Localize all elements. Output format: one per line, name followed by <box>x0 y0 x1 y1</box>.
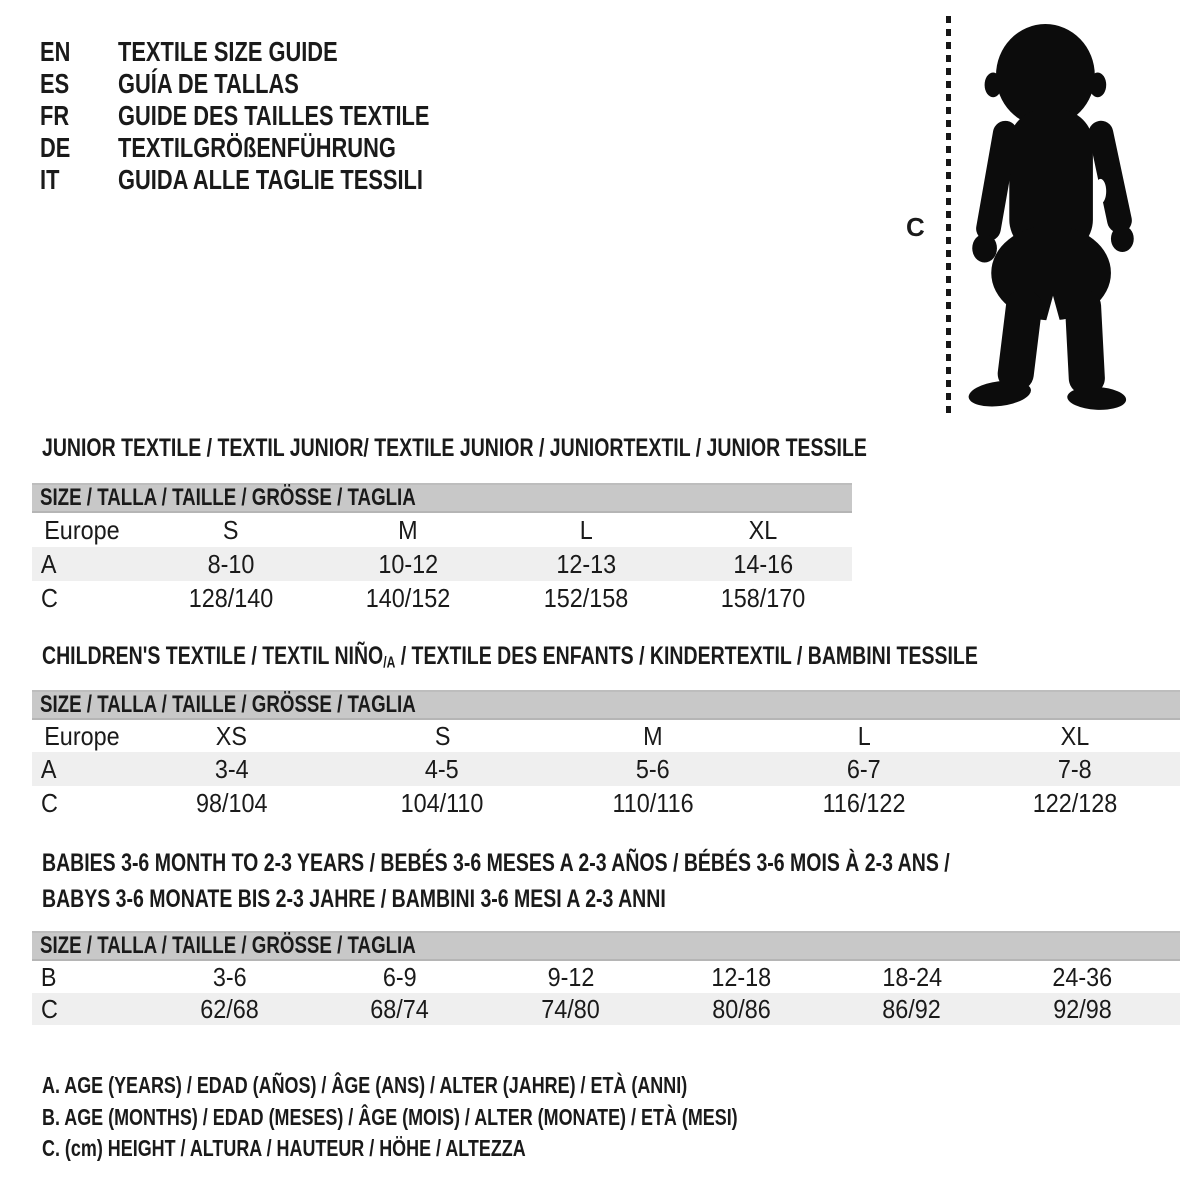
size-cell <box>758 720 969 752</box>
value-cell-text: 98/104 <box>195 787 268 818</box>
row-label <box>32 513 142 547</box>
size-cell <box>969 720 1180 752</box>
legend-line-a <box>42 1074 869 1097</box>
language-code <box>40 164 118 196</box>
language-name-text: TEXTILE SIZE GUIDE <box>118 36 338 67</box>
size-header-band <box>32 483 852 513</box>
value-cell <box>320 547 498 581</box>
value-cell-text: 74/80 <box>541 993 600 1024</box>
size-cell <box>337 720 548 752</box>
value-cell-text: 4-5 <box>425 753 460 784</box>
table-row-europe <box>32 513 852 547</box>
junior-section-title-text: JUNIOR TEXTILE / TEXTIL JUNIOR/ TEXTILE JUNIOR / JUNIORTEXTIL / JUNIOR TESSILE <box>42 434 867 462</box>
value-cell-text: 12-18 <box>711 961 772 992</box>
size-cell-text: M <box>398 514 418 545</box>
language-name-text: TEXTILGRÖßENFÜHRUNG <box>118 132 396 163</box>
size-cell-text: XS <box>215 720 247 751</box>
value-cell <box>315 993 486 1025</box>
value-cell-text: 6-7 <box>846 753 881 784</box>
value-cell <box>548 752 759 786</box>
junior-section-title <box>42 436 1100 461</box>
language-row <box>40 132 517 164</box>
value-cell <box>337 786 548 820</box>
language-code-text: IT <box>40 164 60 195</box>
row-label-text: C <box>40 582 58 613</box>
language-list <box>40 36 517 196</box>
value-cell-text: 5-6 <box>636 753 670 784</box>
value-cell-text: 14-16 <box>733 548 794 579</box>
language-name-text: GUÍA DE TALLAS <box>118 68 299 99</box>
size-cell <box>497 513 675 547</box>
value-cell <box>126 752 337 786</box>
babies-section-title-line2-text: BABYS 3-6 MONATE BIS 2-3 JAHRE / BAMBINI 3-6 MESI A 2-3 ANNI <box>42 885 666 913</box>
value-cell <box>827 961 998 993</box>
value-cell <box>656 961 827 993</box>
value-cell <box>997 961 1168 993</box>
size-cell-text: S <box>434 720 450 751</box>
size-header-label: SIZE / TALLA / TAILLE / GRÖSSE / TAGLIA <box>40 932 416 959</box>
value-cell-text: 128/140 <box>188 582 274 613</box>
language-code-text: DE <box>40 132 71 163</box>
value-cell <box>827 993 998 1025</box>
size-cell <box>320 513 498 547</box>
legend-line-a-text: A. AGE (YEARS) / EDAD (AÑOS) / ÂGE (ANS) / ALTER (JAHRE) / ETÀ (ANNI) <box>42 1072 688 1098</box>
value-cell-text: 9-12 <box>547 961 595 992</box>
size-cell <box>126 720 337 752</box>
size-table-junior <box>32 483 852 615</box>
row-label <box>32 547 142 581</box>
children-title-subscript: /A <box>383 654 396 672</box>
value-cell <box>497 581 675 615</box>
value-cell <box>758 786 969 820</box>
value-cell-text: 12-13 <box>555 548 616 579</box>
value-cell <box>548 786 759 820</box>
table-row-age <box>32 752 1180 786</box>
value-cell-text: 10-12 <box>378 548 439 579</box>
row-label-text: A <box>40 548 57 579</box>
row-label <box>32 993 144 1025</box>
language-name <box>118 164 509 196</box>
value-cell-text: 7-8 <box>1057 753 1092 784</box>
language-name-text: GUIDE DES TAILLES TEXTILE <box>118 100 430 131</box>
children-title-part2: / TEXTILE DES ENFANTS / KINDERTEXTIL / BAMBINI TESSILE <box>395 642 978 670</box>
height-measure-dashed-line <box>946 16 951 416</box>
value-cell-text: 122/128 <box>1032 787 1117 818</box>
size-cell <box>142 513 320 547</box>
value-cell-text: 24-36 <box>1052 961 1113 992</box>
children-title-part1: CHILDREN'S TEXTILE / TEXTIL NIÑO <box>42 642 384 670</box>
language-code-text: EN <box>40 36 71 67</box>
legend-line-c <box>42 1137 662 1160</box>
value-cell <box>969 752 1180 786</box>
value-cell-text: 158/170 <box>720 582 806 613</box>
language-name <box>118 68 350 100</box>
row-label <box>32 581 142 615</box>
row-label <box>32 752 126 786</box>
value-cell-text: 110/116 <box>612 787 694 818</box>
value-cell <box>675 547 853 581</box>
language-name <box>118 36 400 68</box>
value-cell-text: 152/158 <box>543 582 629 613</box>
legend-line-c-text: C. (cm) HEIGHT / ALTURA / HAUTEUR / HÖHE / ALTEZZA <box>42 1135 526 1161</box>
size-cell-text: L <box>857 720 871 751</box>
value-cell <box>485 993 656 1025</box>
value-cell <box>997 993 1168 1025</box>
language-code-text: ES <box>40 68 70 99</box>
row-label-text: A <box>40 753 57 784</box>
children-section-title-text <box>42 644 978 675</box>
language-name <box>118 132 474 164</box>
value-cell <box>320 581 498 615</box>
value-cell <box>497 547 675 581</box>
value-cell-text: 86/92 <box>882 993 942 1024</box>
size-cell-text: S <box>222 514 239 545</box>
height-measure-label: C <box>906 212 925 242</box>
size-cell-text: L <box>579 514 593 545</box>
size-header-label: SIZE / TALLA / TAILLE / GRÖSSE / TAGLIA <box>40 484 416 511</box>
legend-line-b <box>42 1106 934 1129</box>
row-label <box>32 720 126 752</box>
legend-line-b-text: B. AGE (MONTHS) / EDAD (MESES) / ÂGE (MOIS) / ALTER (MONATE) / ETÀ (MESI) <box>42 1104 738 1130</box>
size-header-band <box>32 931 1180 961</box>
value-cell <box>126 786 337 820</box>
value-cell-text: 92/98 <box>1053 993 1112 1024</box>
value-cell-text: 18-24 <box>882 961 942 992</box>
value-cell-text: 80/86 <box>712 993 771 1024</box>
table-row-height <box>32 786 1180 820</box>
value-cell <box>485 961 656 993</box>
row-label-text: Europe <box>44 514 120 545</box>
table-row-age <box>32 547 852 581</box>
size-cell <box>548 720 759 752</box>
size-header-band <box>32 690 1180 720</box>
children-section-title <box>42 644 1200 675</box>
size-cell-text: XL <box>748 514 778 545</box>
value-cell-text: 104/110 <box>400 787 484 818</box>
value-cell <box>675 581 853 615</box>
language-row <box>40 68 517 100</box>
language-code-text: FR <box>40 100 70 131</box>
value-cell-text: 6-9 <box>383 961 417 992</box>
baby-silhouette-image <box>958 12 1148 418</box>
value-cell <box>337 752 548 786</box>
babies-section-title-line2 <box>42 887 842 912</box>
value-cell-text: 68/74 <box>370 993 430 1024</box>
row-label-text: C <box>40 993 58 1024</box>
value-cell <box>144 961 315 993</box>
size-cell <box>675 513 853 547</box>
babies-section-title-line1-text: BABIES 3-6 MONTH TO 2-3 YEARS / BEBÉS 3-6 MESES A 2-3 AÑOS / BÉBÉS 3-6 MOIS À 2-3 ANS / <box>42 849 950 877</box>
value-cell <box>969 786 1180 820</box>
value-cell-text: 140/152 <box>365 582 451 613</box>
value-cell <box>656 993 827 1025</box>
row-label-text: Europe <box>44 720 120 751</box>
size-cell-text: XL <box>1060 720 1089 751</box>
babies-section-title-line1 <box>42 851 1200 876</box>
table-row-age-months <box>32 961 1180 993</box>
value-cell <box>315 961 486 993</box>
language-code <box>40 36 118 68</box>
table-row-height <box>32 993 1180 1025</box>
language-row <box>40 164 517 196</box>
size-cell-text: M <box>643 720 663 751</box>
size-header-label: SIZE / TALLA / TAILLE / GRÖSSE / TAGLIA <box>40 691 416 718</box>
language-code <box>40 68 118 100</box>
value-cell-text: 8-10 <box>207 548 255 579</box>
value-cell-text: 3-6 <box>212 961 247 992</box>
value-cell <box>758 752 969 786</box>
value-cell-text: 62/68 <box>200 993 259 1024</box>
language-row <box>40 36 517 68</box>
language-row <box>40 100 517 132</box>
table-row-europe <box>32 720 1180 752</box>
language-name <box>118 100 517 132</box>
value-cell <box>144 993 315 1025</box>
table-row-height <box>32 581 852 615</box>
value-cell <box>142 547 320 581</box>
row-label <box>32 961 144 993</box>
value-cell-text: 116/122 <box>822 787 906 818</box>
size-table-babies <box>32 931 1180 1025</box>
size-table-children <box>32 690 1180 820</box>
row-label-text: C <box>40 787 58 818</box>
language-code <box>40 132 118 164</box>
language-name-text: GUIDA ALLE TAGLIE TESSILI <box>118 164 423 195</box>
row-label <box>32 786 126 820</box>
value-cell-text: 3-4 <box>214 753 249 784</box>
language-code <box>40 100 118 132</box>
row-label-text: B <box>40 961 57 992</box>
value-cell <box>142 581 320 615</box>
